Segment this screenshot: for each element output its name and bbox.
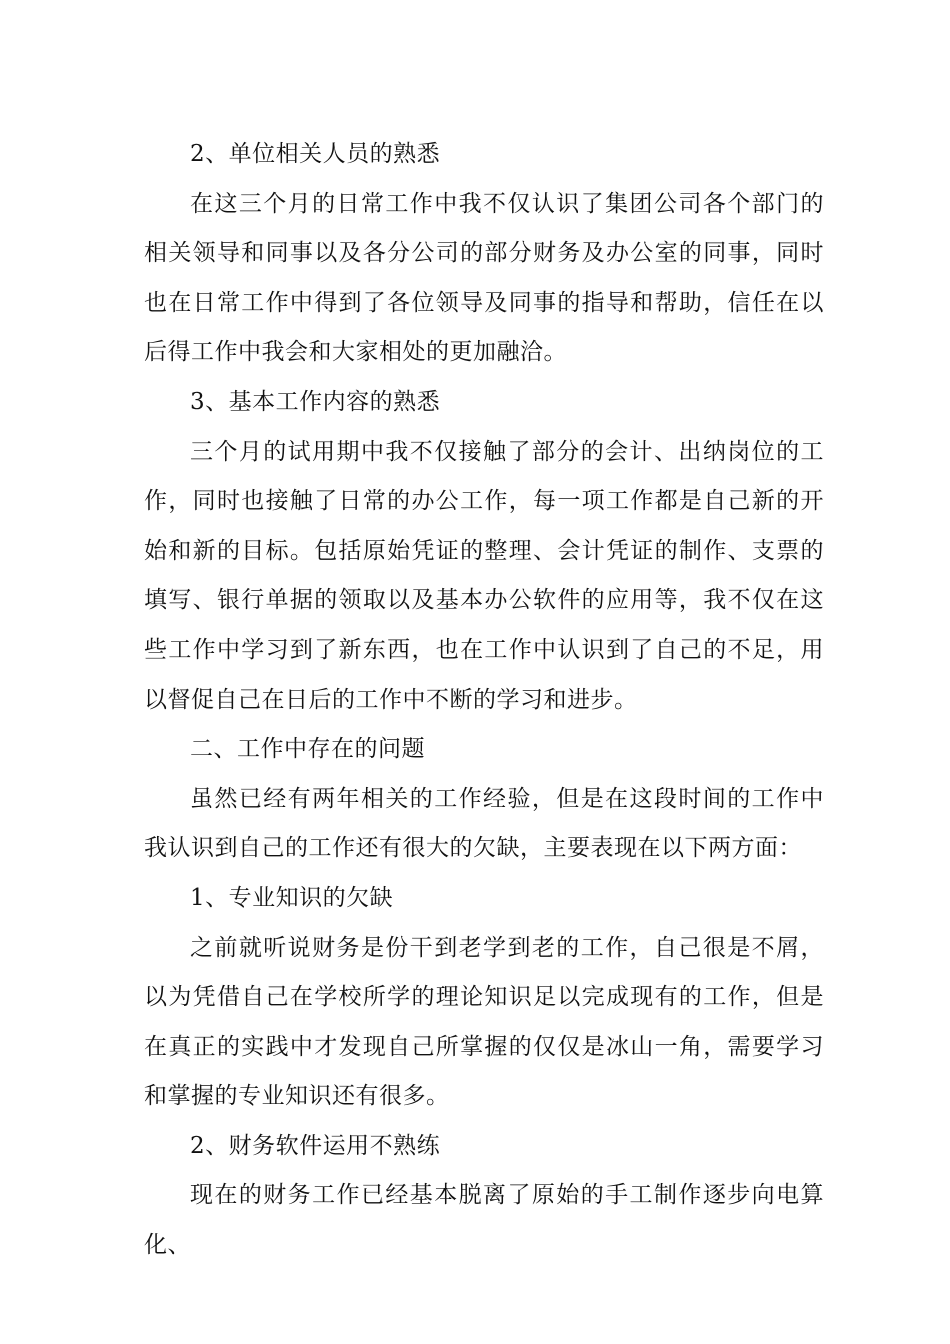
section-heading-staff-familiarity: 2、单位相关人员的熟悉 — [190, 141, 441, 167]
document-body — [144, 130, 824, 1271]
paragraph-work-content: 三个月的试用期中我不仅接触了部分的会计、出纳岗位的工作，同时也接触了日常的办公工作，每一项工作都是自己新的开始和新的目标。包括原始凭证的整理、会计凭证的制作、支票的填写、银行单据的领取以及基本办公软件的应用等，我不仅在这些工作中学习到了新东西，也在工作中认识到了自己的不足，用以督促自己在日后的工作中不断的学习和进步。 — [144, 438, 824, 713]
section-heading-knowledge-gap: 1、专业知识的欠缺 — [190, 884, 394, 911]
paragraph-knowledge-gap: 之前就听说财务是份干到老学到老的工作，自己很是不屑，以为凭借自己在学校所学的理论知识足以完成现有的工作，但是在真正的实践中才发现自己所掌握的仅仅是冰山一角，需要学习和掌握的专业知识还有很多。 — [144, 934, 824, 1110]
section-heading-problems: 二、工作中存在的问题 — [190, 736, 425, 763]
paragraph-problems-intro: 虽然已经有两年相关的工作经验，但是在这段时间的工作中我认识到自己的工作还有很大的欠缺，主要表现在以下两方面： — [144, 785, 824, 862]
section-heading-software: 2、财务软件运用不熟练 — [190, 1132, 441, 1159]
paragraph-staff-familiarity: 在这三个月的日常工作中我不仅认识了集团公司各个部门的相关领导和同事以及各分公司的部分财务及办公室的同事，同时也在日常工作中得到了各位领导及同事的指导和帮助，信任在以后得工作中我会和大家相处的更加融洽。 — [144, 190, 824, 366]
paragraph-software: 现在的财务工作已经基本脱离了原始的手工制作逐步向电算化、 — [144, 1182, 824, 1259]
section-heading-work-content: 3、基本工作内容的熟悉 — [190, 388, 441, 415]
